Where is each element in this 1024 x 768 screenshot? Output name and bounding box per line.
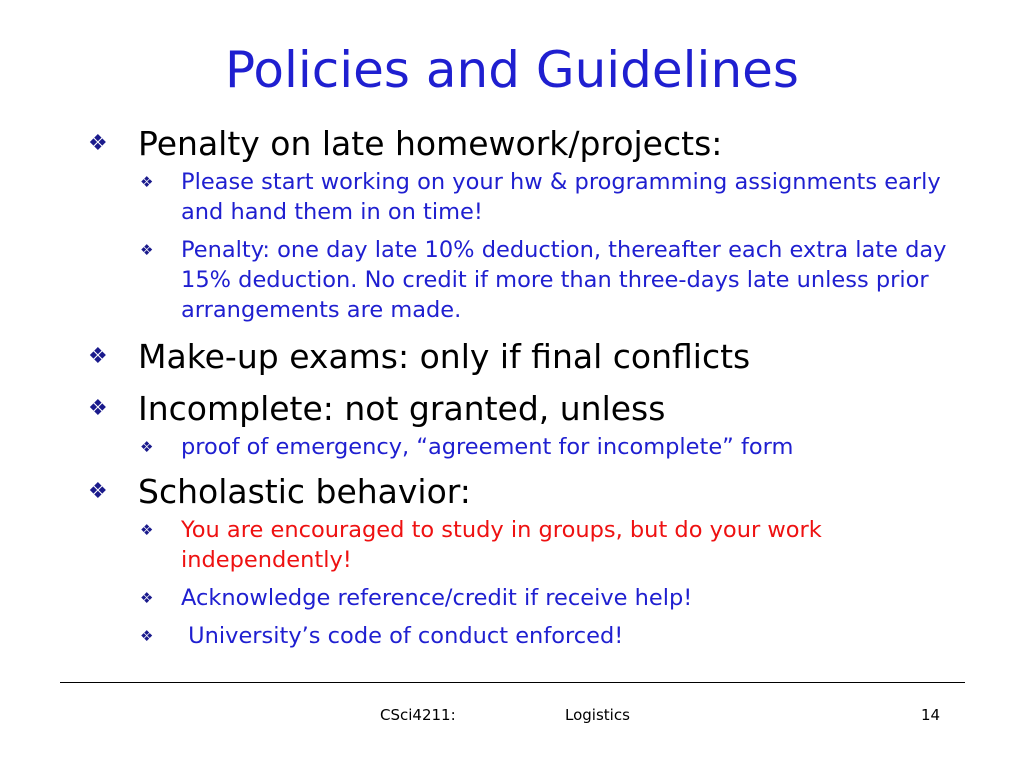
subbullet-text: Please start working on your hw & programming assignments early and hand them in on time! — [181, 169, 941, 225]
bullet-text: Make-up exams: only if final conflicts — [138, 337, 751, 376]
diamond-bullet-icon: ❖ — [140, 521, 154, 539]
bullet-item-incomplete — [88, 387, 988, 431]
bullet-text: Incomplete: not granted, unless — [138, 389, 666, 428]
footer-page-number: 14 — [921, 706, 941, 724]
diamond-bullet-icon: ❖ — [140, 173, 154, 191]
subbullet-text: Acknowledge reference/credit if receive help! — [181, 585, 693, 611]
diamond-bullet-icon: ❖ — [88, 344, 108, 369]
subbullet-text: You are encouraged to study in groups, but do your work independently! — [181, 517, 822, 573]
diamond-bullet-icon: ❖ — [88, 131, 108, 156]
bullet-text: Scholastic behavior: — [138, 472, 471, 511]
subbullet-item-proof-of-emergency — [88, 432, 988, 462]
diamond-bullet-icon: ❖ — [140, 438, 154, 456]
footer-topic: Logistics — [565, 706, 630, 724]
subbullet-text: Penalty: one day late 10% deduction, thereafter each extra late day 15% deduction. No credit if more than three-days late unless prior arrangements are made. — [181, 237, 947, 323]
diamond-bullet-icon: ❖ — [140, 627, 154, 645]
subbullet-item-penalty-rules — [88, 235, 988, 325]
diamond-bullet-icon: ❖ — [140, 589, 154, 607]
subbullet-text: proof of emergency, “agreement for incomplete” form — [181, 434, 794, 460]
diamond-bullet-icon: ❖ — [88, 396, 108, 421]
bullet-item-late-penalty — [88, 122, 988, 166]
bullet-item-makeup-exams — [88, 335, 988, 379]
subbullet-item-acknowledge-credit — [88, 583, 988, 613]
subbullet-text: University’s code of conduct enforced! — [181, 623, 624, 649]
subbullet-item-code-of-conduct — [88, 621, 988, 651]
diamond-bullet-icon: ❖ — [88, 479, 108, 504]
bullet-item-scholastic-behavior — [88, 470, 988, 514]
footer-course: CSci4211: — [380, 706, 456, 724]
subbullet-item-study-groups — [88, 515, 988, 575]
bullet-text: Penalty on late homework/projects: — [138, 124, 723, 163]
slide-content — [88, 122, 988, 659]
diamond-bullet-icon: ❖ — [140, 241, 154, 259]
footer-divider — [60, 682, 965, 683]
slide-title: Policies and Guidelines — [225, 41, 799, 99]
subbullet-item-start-early — [88, 167, 988, 227]
